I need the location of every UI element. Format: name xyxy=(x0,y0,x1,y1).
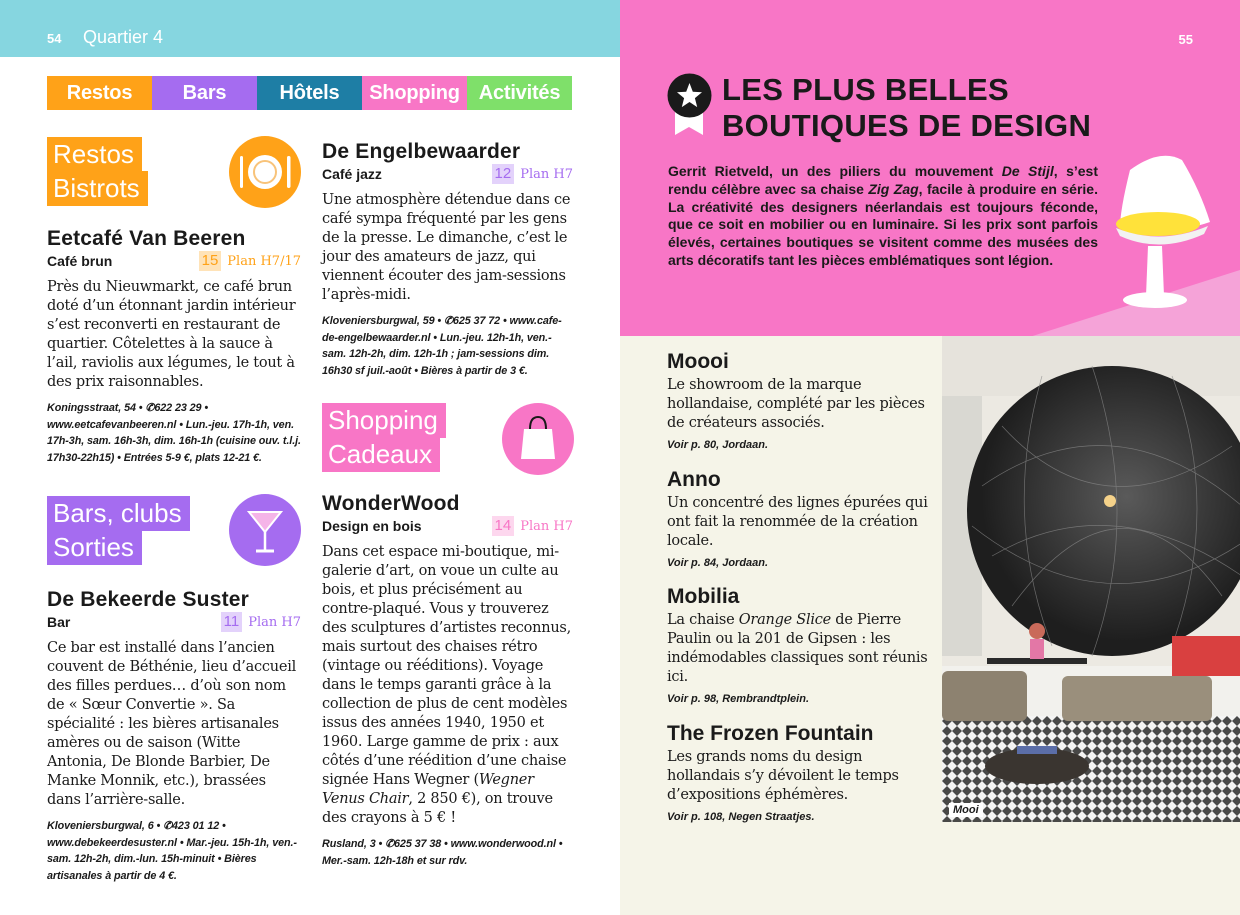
shop-description-italic: Orange Slice xyxy=(738,612,831,628)
star-badge-icon xyxy=(667,73,712,137)
venue-type xyxy=(47,612,301,634)
map-plan: Plan H7 xyxy=(248,615,301,630)
shop-description xyxy=(667,611,937,687)
feature-title xyxy=(722,72,1091,144)
category-label: Shopping xyxy=(322,403,446,438)
map-reference[interactable] xyxy=(492,516,573,537)
shopping-bag-icon xyxy=(502,403,574,475)
intro-text: , s’est rendu célèbre avec sa chaise xyxy=(668,163,1098,197)
map-reference[interactable] xyxy=(221,612,301,633)
venue-info: Rusland, 3 • ✆625 37 38 • www.wonderwood.nl • Mer.-sam. 12h-18h et sur rdv. xyxy=(322,838,563,867)
venue-type xyxy=(322,164,573,186)
map-plan: Plan H7 xyxy=(520,519,573,534)
venue-name: De Engelbewaarder xyxy=(322,140,521,163)
shop-page-reference[interactable]: Voir p. 98, Rembrandtplein. xyxy=(667,693,810,705)
venue-info: Koningsstraat, 54 • ✆622 23 29 • www.eetcafevanbeeren.nl • Lun.-jeu. 17h-1h, ven. 17h-3h, sam. 16h-3h, dim. 16h-1h (cuisine ouv. t.l.j. 17h30-22h15) • Entrées 5-9 €, plats 12-21 €. xyxy=(47,402,301,464)
intro-italic: De Stijl xyxy=(1001,163,1054,179)
category-bars xyxy=(47,496,301,570)
shop-description-text: La chaise xyxy=(667,612,739,628)
category-tabs xyxy=(47,76,572,110)
category-label: Bars, clubs xyxy=(47,496,190,531)
tab-shopping[interactable]: Shopping xyxy=(362,76,467,110)
map-number: 15 xyxy=(199,251,222,271)
category-restos xyxy=(47,137,301,211)
tab-bars[interactable]: Bars xyxy=(152,76,257,110)
cocktail-glass-icon xyxy=(229,494,301,566)
tab-hotels[interactable]: Hôtels xyxy=(257,76,362,110)
venue-van-beeren xyxy=(47,227,301,466)
tab-activites[interactable]: Activités xyxy=(467,76,572,110)
plate-cutlery-icon xyxy=(229,136,301,208)
description-italic: Wegner Venus Chair xyxy=(322,772,534,807)
venue-name: Eetcafé Van Beeren xyxy=(47,227,246,250)
map-number: 12 xyxy=(492,164,515,184)
map-number: 11 xyxy=(221,612,243,632)
feature-intro xyxy=(668,163,1098,270)
photo-caption: Mooi xyxy=(949,803,983,817)
shop-description: Un concentré des lignes épurées qui ont fait la renommée de la création locale. xyxy=(667,495,928,549)
right-column xyxy=(322,140,573,869)
venue-description: Une atmosphère détendue dans ce café sympa fréquenté par les gens de la presse. Le dimanche, c’est le jour des amateurs de jazz, qui viennent écouter des jam-sessions l’après-midi. xyxy=(322,192,571,303)
intro-text: Gerrit Rietveld, un des piliers du mouvement xyxy=(668,163,1002,179)
venue-info: Kloveniersburgwal, 59 • ✆625 37 72 • www.cafe-de-engelbewaarder.nl • Lun.-jeu. 12h-1h, ven.-sam. 12h-2h, dim. 12h-1h ; jam-sessions dim. 16h30 sf juil.-août • Bières à partir de 3 €. xyxy=(322,315,562,377)
venue-engelbewaarder xyxy=(322,140,573,379)
venue-type-label: Bar xyxy=(47,614,71,630)
shop-moooi xyxy=(667,349,937,453)
venue-name: De Bekeerde Suster xyxy=(47,588,250,611)
intro-text: , facile à produire en série. La créativité des designers néerlandais est toujours féconde, que ce soit en mobilier ou en luminaire. Si les prix sont parfois élevés, certaines boutiques se visitent comme des musées des arts décoratifs tant les pièces emblématiques sont légion. xyxy=(668,180,1098,268)
feature-title-line: LES PLUS BELLES xyxy=(722,72,1009,107)
shop-name: The Frozen Fountain xyxy=(667,722,874,745)
map-reference[interactable] xyxy=(492,164,573,185)
left-page-number: 54 xyxy=(47,31,62,46)
shop-description: Le showroom de la marque hollandaise, complété par les pièces de créateurs associés. xyxy=(667,377,925,431)
category-label: Restos xyxy=(47,137,142,172)
shop-name: Moooi xyxy=(667,350,729,373)
intro-italic: Zig Zag xyxy=(868,180,919,197)
description-text: , 2 850 €), on trouve des crayons à 5 € ! xyxy=(322,791,553,826)
map-plan: Plan H7 xyxy=(520,167,573,182)
category-shopping xyxy=(322,403,573,477)
left-page-header xyxy=(0,0,620,57)
shop-page-reference[interactable]: Voir p. 80, Jordaan. xyxy=(667,439,769,451)
shop-page-reference[interactable]: Voir p. 84, Jordaan. xyxy=(667,557,769,569)
venue-type-label: Café jazz xyxy=(322,166,382,182)
venue-description: Près du Nieuwmarkt, ce café brun doté d’un étonnant jardin intérieur s’est reconverti en restaurant de quartier. Côtelettes à la sauce à l’ail, raviolis aux légumes, le tout à des prix raisonnables. xyxy=(47,279,296,390)
shop-name: Mobilia xyxy=(667,585,740,608)
category-label: Bistrots xyxy=(47,171,148,206)
shop-mobilia xyxy=(667,584,937,707)
feature-title-line: BOUTIQUES DE DESIGN xyxy=(722,108,1092,143)
description-text: Dans cet espace mi-boutique, mi-galerie d’art, on voue un culte au bois, et plus précisément au contre-plaqué. Vous y trouverez des sculptures d’artistes reconnus, mais surtout des chaises rétro (vintage ou rééditions). Voyage dans le temps garanti grâce à la collection de plus de cent modèles issus des années 1940, 1950 et 1960. Large gamme de prix : aux côtés d’une réédition d’une chaise signée Hans Wegner ( xyxy=(322,544,571,788)
right-page xyxy=(620,0,1240,915)
venue-description xyxy=(322,543,573,828)
map-reference[interactable] xyxy=(199,251,301,272)
shop-anno xyxy=(667,467,937,571)
venue-wonderwood xyxy=(322,492,573,869)
left-column xyxy=(47,137,301,884)
shop-page-reference[interactable]: Voir p. 108, Negen Straatjes. xyxy=(667,811,815,823)
map-plan: Plan H7/17 xyxy=(227,254,301,269)
venue-info: Kloveniersburgwal, 6 • ✆423 01 12 • www.debekeerdesuster.nl • Mar.-jeu. 15h-1h, ven.-sam. 12h-2h, dim.-lun. 15h-minuit • Bières artisanales à partir de 4 €. xyxy=(47,820,297,882)
right-page-number: 55 xyxy=(1178,32,1193,47)
shop-name: Anno xyxy=(667,468,721,491)
venue-description: Ce bar est installé dans l’ancien couvent de Béthénie, lieu d’accueil des filles perdues… d’où son nom de « Sœur Convertie ». Sa spécialité : les bières artisanales amères ou de saison (Witte Antonia, De Blonde Barbier, De Manke Monnik, etc.), brassées dans l’arrière-salle. xyxy=(47,640,296,808)
venue-type-label: Café brun xyxy=(47,253,113,269)
showroom-photo xyxy=(942,336,1240,822)
venue-type-label: Design en bois xyxy=(322,518,422,534)
venue-name: WonderWood xyxy=(322,492,460,515)
shop-description: Les grands noms du design hollandais s’y dévoilent le temps d’expositions éphémères. xyxy=(667,749,899,803)
tulip-chair-illustration xyxy=(1090,150,1240,336)
category-label: Cadeaux xyxy=(322,437,440,472)
section-title: Quartier 4 xyxy=(83,27,164,47)
shop-frozen-fountain xyxy=(667,721,937,825)
venue-type xyxy=(322,516,573,538)
venue-bekeerde-suster xyxy=(47,588,301,884)
shop-description-text: de Pierre Paulin ou la 201 de Gipsen : les indémodables classiques sont réunis ici. xyxy=(667,612,928,685)
category-label: Sorties xyxy=(47,530,142,565)
venue-type xyxy=(47,251,301,273)
map-number: 14 xyxy=(492,516,515,536)
feature-header xyxy=(620,0,1240,336)
tab-restos[interactable]: Restos xyxy=(47,76,152,110)
